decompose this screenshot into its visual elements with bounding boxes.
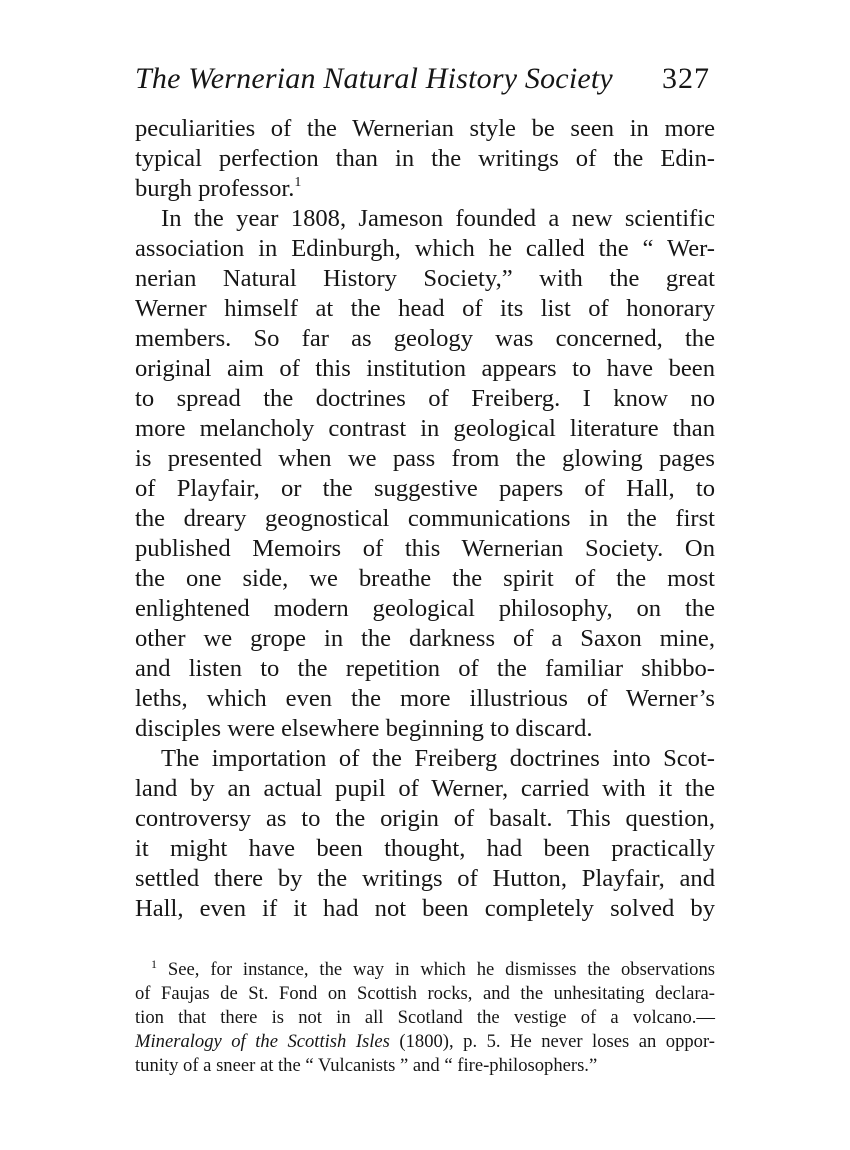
text-line: other we grope in the darkness of a Saxon mine, bbox=[135, 625, 715, 652]
text-line: the dreary geognostical communications in the first bbox=[135, 505, 715, 532]
footnote-marker: 1 bbox=[151, 957, 157, 971]
footnote-line: of Faujas de St. Fond on Scottish rocks, and the unhesitating declara- bbox=[135, 983, 715, 1004]
footnote-line: tion that there is not in all Scotland the vestige of a volcano.— bbox=[135, 1007, 715, 1028]
text-line: members. So far as geology was concerned, the bbox=[135, 325, 715, 352]
text-line: published Memoirs of this Wernerian Society. On bbox=[135, 535, 715, 562]
text-line: Werner himself at the head of its list of honorary bbox=[135, 295, 715, 322]
text-line: enlightened modern geological philosophy, on the bbox=[135, 595, 715, 622]
body-text bbox=[135, 114, 715, 924]
text-line: original aim of this institution appears to have been bbox=[135, 355, 715, 382]
text-line: the one side, we breathe the spirit of the most bbox=[135, 565, 715, 592]
text-line: is presented when we pass from the glowing pages bbox=[135, 445, 715, 472]
text-line-content: burgh professor. bbox=[135, 175, 295, 202]
text-line: peculiarities of the Wernerian style be seen in more bbox=[135, 115, 715, 142]
book-title-citation: Mineralogy of the Scottish Isles bbox=[135, 1031, 390, 1052]
text-line: of Playfair, or the suggestive papers of Hall, to bbox=[135, 475, 715, 502]
footnote-text: (1800), p. 5. He never loses an oppor- bbox=[389, 1031, 715, 1052]
text-line: disciples were elsewhere beginning to discard. bbox=[135, 715, 593, 742]
text-line: and listen to the repetition of the familiar shibbo- bbox=[135, 655, 715, 682]
text-line: Hall, even if it had not been completely solved by bbox=[135, 895, 715, 922]
running-title: The Wernerian Natural History Society bbox=[135, 62, 613, 95]
text-line: land by an actual pupil of Werner, carried with it the bbox=[135, 775, 715, 802]
paragraph-start-line: In the year 1808, Jameson founded a new scientific bbox=[161, 205, 715, 232]
text-line: nerian Natural History Society,” with the great bbox=[135, 265, 715, 292]
footnote-line: tunity of a sneer at the “ Vulcanists ” and “ fire-philosophers.” bbox=[135, 1055, 598, 1076]
footnote bbox=[135, 958, 715, 1078]
text-line bbox=[135, 174, 715, 204]
text-line: more melancholy contrast in geological literature than bbox=[135, 415, 715, 442]
text-line: to spread the doctrines of Freiberg. I know no bbox=[135, 385, 715, 412]
text-line: typical perfection than in the writings of the Edin- bbox=[135, 145, 715, 172]
footnote-reference: 1 bbox=[294, 175, 302, 190]
paragraph-start-line: The importation of the Freiberg doctrines into Scot- bbox=[161, 745, 715, 772]
text-line: leths, which even the more illustrious of Werner’s bbox=[135, 685, 715, 712]
running-header bbox=[135, 62, 710, 106]
text-line: association in Edinburgh, which he called the “ Wer- bbox=[135, 235, 715, 262]
text-line: settled there by the writings of Hutton, Playfair, and bbox=[135, 865, 715, 892]
footnote-line bbox=[135, 1030, 715, 1054]
footnote-text: See, for instance, the way in which he dismisses the observations bbox=[167, 959, 715, 980]
page-number: 327 bbox=[662, 62, 710, 95]
footnote-line bbox=[135, 958, 715, 982]
text-line: it might have been thought, had been practically bbox=[135, 835, 715, 862]
text-line: controversy as to the origin of basalt. This question, bbox=[135, 805, 715, 832]
